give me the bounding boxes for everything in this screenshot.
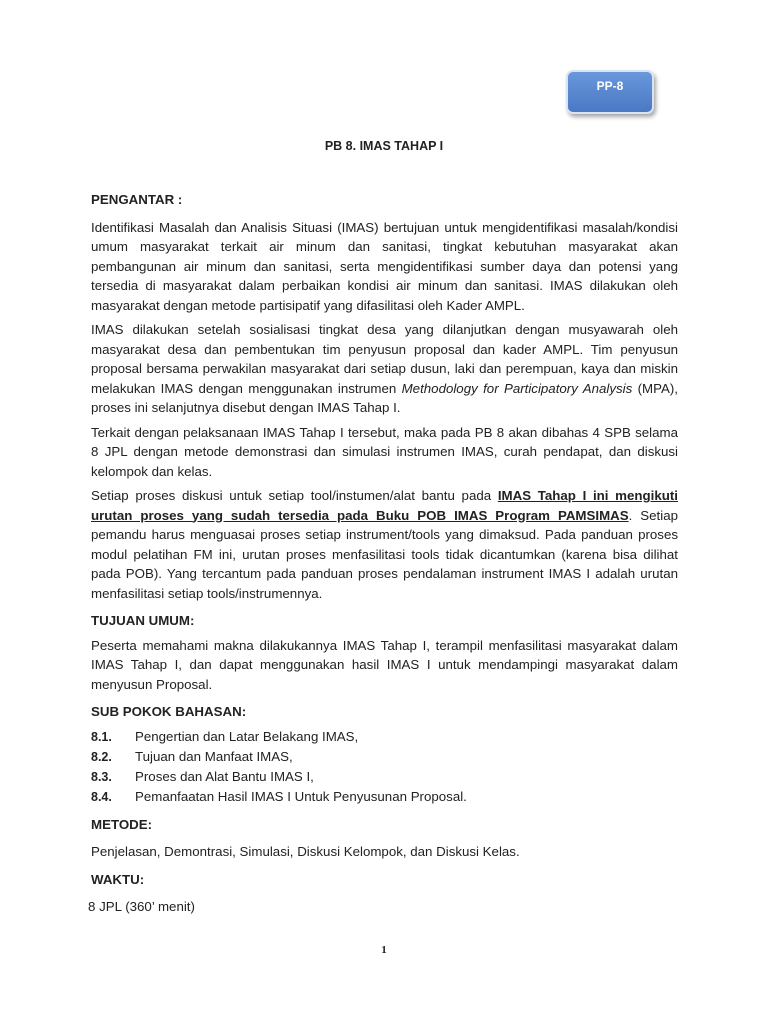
waktu-heading: WAKTU:: [91, 871, 145, 887]
sub-pokok-list: [91, 727, 678, 807]
metode-heading: METODE:: [91, 816, 153, 832]
list-item: [91, 747, 678, 767]
pengantar-paragraph-3: Terkait dengan pelaksanaan IMAS Tahap I tersebut, maka pada PB 8 akan dibahas 4 SPB selama 8 JPL dengan metode demonstrasi dan simulasi instrumen IMAS, curah pendapat, dan diskusi kelompok dan kelas.: [91, 424, 678, 479]
list-item-number: 8.1.: [91, 729, 112, 744]
waktu-text: 8 JPL (360’ menit): [88, 899, 195, 914]
list-item-text: Tujuan dan Manfaat IMAS,: [135, 748, 293, 764]
list-item: [91, 787, 678, 807]
p2-text-a: IMAS dilakukan setelah sosialisasi tingkat desa yang dilanjutkan dengan musyawarah oleh masyarakat desa dan pembentukan tim penyusun proposal dan kader AMPL. Tim penyusun proposal bersama perwakilan masyarakat dari setiap dusun, laki dan perempuan, kaya dan miskin melakukan IMAS dengan menggunakan instrumen: [91, 322, 678, 396]
p4-text-b: . Setiap pemandu harus menguasai proses setiap instrument/tools yang dimaksud. Pada panduan proses modul pelatihan FM ini, urutan proses menfasilitasi tools tidak dicantumkan (karena bisa dilihat pada POB). Yang tercantum pada panduan proses pendalaman instrument IMAS I adalah urutan menfasilitasi setiap tools/instrumennya.: [91, 507, 678, 601]
list-item-number: 8.4.: [91, 789, 112, 804]
sub-pokok-heading: SUB POKOK BAHASAN:: [91, 704, 247, 719]
metode-text: Penjelasan, Demontrasi, Simulasi, Diskusi Kelompok, dan Diskusi Kelas.: [91, 844, 520, 859]
page-number: 1: [381, 944, 387, 956]
list-item-text: Pemanfaatan Hasil IMAS I Untuk Penyusunan Proposal.: [135, 788, 467, 804]
list-item: [91, 727, 678, 747]
document-title: PB 8. IMAS TAHAP I: [324, 139, 444, 153]
tujuan-heading: TUJUAN UMUM:: [91, 613, 195, 628]
list-item-number: 8.2.: [91, 749, 112, 764]
list-item-number: 8.3.: [91, 769, 112, 784]
list-item-text: Pengertian dan Latar Belakang IMAS,: [135, 728, 359, 744]
p2-text-b: (MPA), proses ini selanjutnya disebut dengan IMAS Tahap I.: [91, 380, 678, 415]
document-body: [88, 190, 678, 917]
pengantar-paragraph-2: [91, 320, 678, 418]
p4-bold-underline: IMAS Tahap I ini mengikuti urutan proses yang sudah tersedia pada Buku POB IMAS Program PAMSIMAS: [91, 488, 678, 523]
pp-badge: PP-8: [566, 70, 654, 114]
pengantar-paragraph-1: Identifikasi Masalah dan Analisis Situasi (IMAS) bertujuan untuk mengidentifikasi masalah/kondisi umum masyarakat terkait air minum dan sanitasi, tingkat kebutuhan masyarakat akan pembangunan air minum dan sanitasi, serta mengidentifikasi sumber daya dan potensi yang tersedia di masyarakat dalam perbaikan kondisi air minum dan sanitasi. IMAS dilakukan oleh masyarakat dengan metode partisipatif yang difasilitasi oleh Kader AMPL.: [91, 219, 678, 313]
pengantar-paragraph-4: [91, 486, 678, 603]
p2-italic-term: Methodology for Participatory Analysis: [401, 380, 633, 396]
pengantar-heading: PENGANTAR :: [91, 192, 183, 207]
tujuan-text: Peserta memahami makna dilakukannya IMAS Tahap I, terampil menfasilitasi masyarakat dalam IMAS Tahap I, dan dapat menggunakan hasil IMAS I untuk mendampingi masyarakat dalam menyusun Proposal.: [91, 637, 678, 692]
list-item-text: Proses dan Alat Bantu IMAS I,: [135, 768, 314, 784]
list-item: [91, 767, 678, 787]
p4-text-a: Setiap proses diskusi untuk setiap tool/instumen/alat bantu pada: [91, 488, 498, 503]
